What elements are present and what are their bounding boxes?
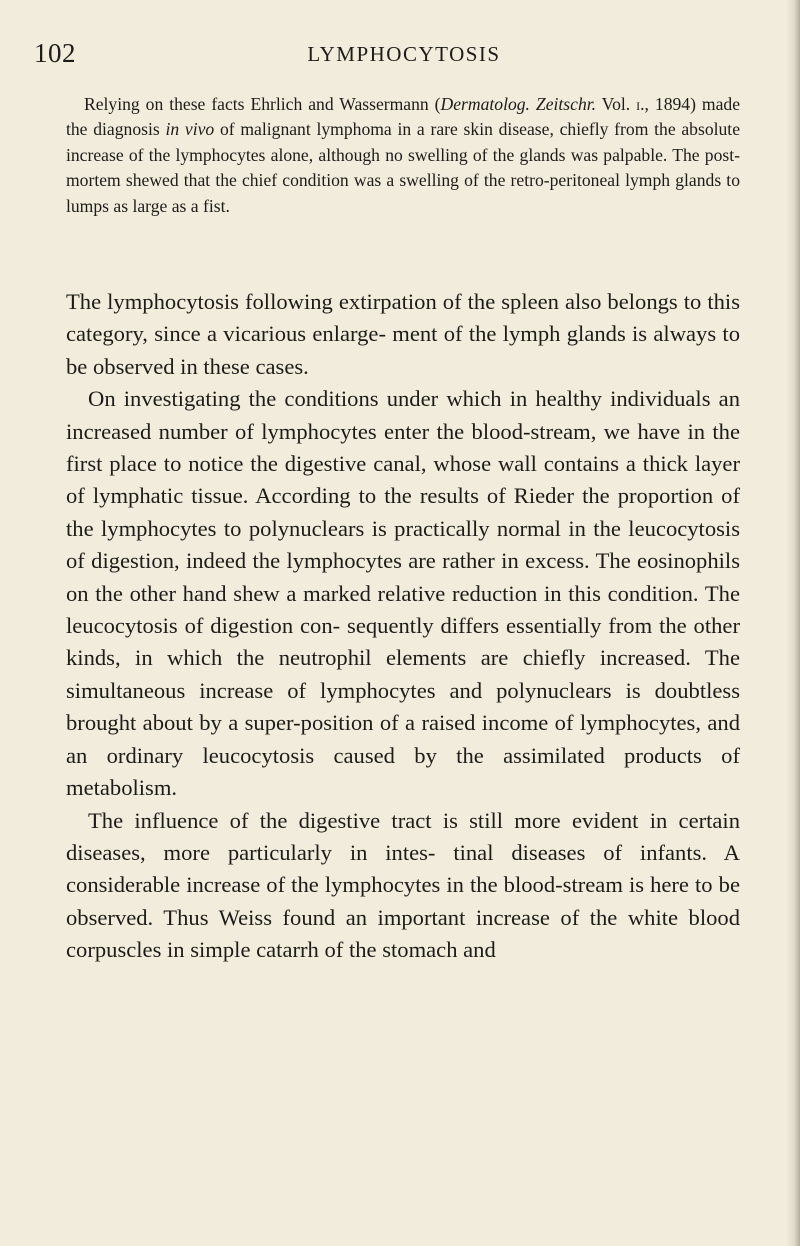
body-paragraph: The influence of the digestive tract is still more evident in certain diseases, more particularly in intes- tinal diseases of infants. A considerable increase of the lymphocytes in the blood-stream is here to be observed. Thus Weiss found an important increase of the white blood corpuscles in simple catarrh of the stomach and bbox=[66, 807, 740, 963]
page-number: 102 bbox=[34, 38, 76, 68]
volume-numeral: i. bbox=[636, 94, 645, 114]
body-paragraph: On investigating the conditions under which in healthy individuals an increased number of lymphocytes enter the blood-stream, we have in the first place to notice the digestive canal, whose wall contains a thick layer of lymphatic tissue. According to the results of Rieder the proportion of the lymphocytes to polynuclears is practically normal in the leucocytosis of digestion, indeed the lymphocytes are rather in excess. The eosinophils on the other hand shew a marked relative reduction in this condition. The leucocytosis of digestion con- sequently differs essentially from the other kinds, in which the neutrophil elements are chiefly increased. The simultaneous increase of lymphocytes and polynuclears is doubtless brought about by a super-position of a raised income of lymphocytes, and an ordinary leucocytosis caused by the assimilated products of metabolism. bbox=[66, 386, 740, 801]
note-text-part: , 1894) made the diagnosis bbox=[66, 94, 740, 140]
latin-phrase: in vivo bbox=[165, 119, 215, 140]
running-title: LYMPHOCYTOSIS bbox=[307, 42, 501, 66]
note-text-part: Vol. bbox=[596, 94, 637, 114]
running-head bbox=[34, 38, 774, 78]
footnote-paragraph bbox=[66, 92, 740, 219]
main-text bbox=[66, 286, 740, 967]
note-text-part: Relying on these facts Ehrlich and Wassermann ( bbox=[84, 94, 441, 114]
page-edge-shadow bbox=[786, 0, 800, 1246]
journal-citation: Dermatolog. Zeitschr. bbox=[440, 94, 597, 114]
note-text-part: of malignant lymphoma in a rare skin disease, chiefly from the absolute increase of the lymphocytes alone, although no swelling of the glands was palpable. The post-mortem shewed that the chief condition was a swelling of the retro-peritoneal lymph glands to lumps as large as a fist. bbox=[66, 119, 741, 216]
body-paragraph: The lymphocytosis following extirpation of the spleen also belongs to this category, since a vicarious enlarge- ment of the lymph glands is always to be observed in these cases. bbox=[66, 289, 740, 379]
note-text bbox=[66, 92, 740, 219]
